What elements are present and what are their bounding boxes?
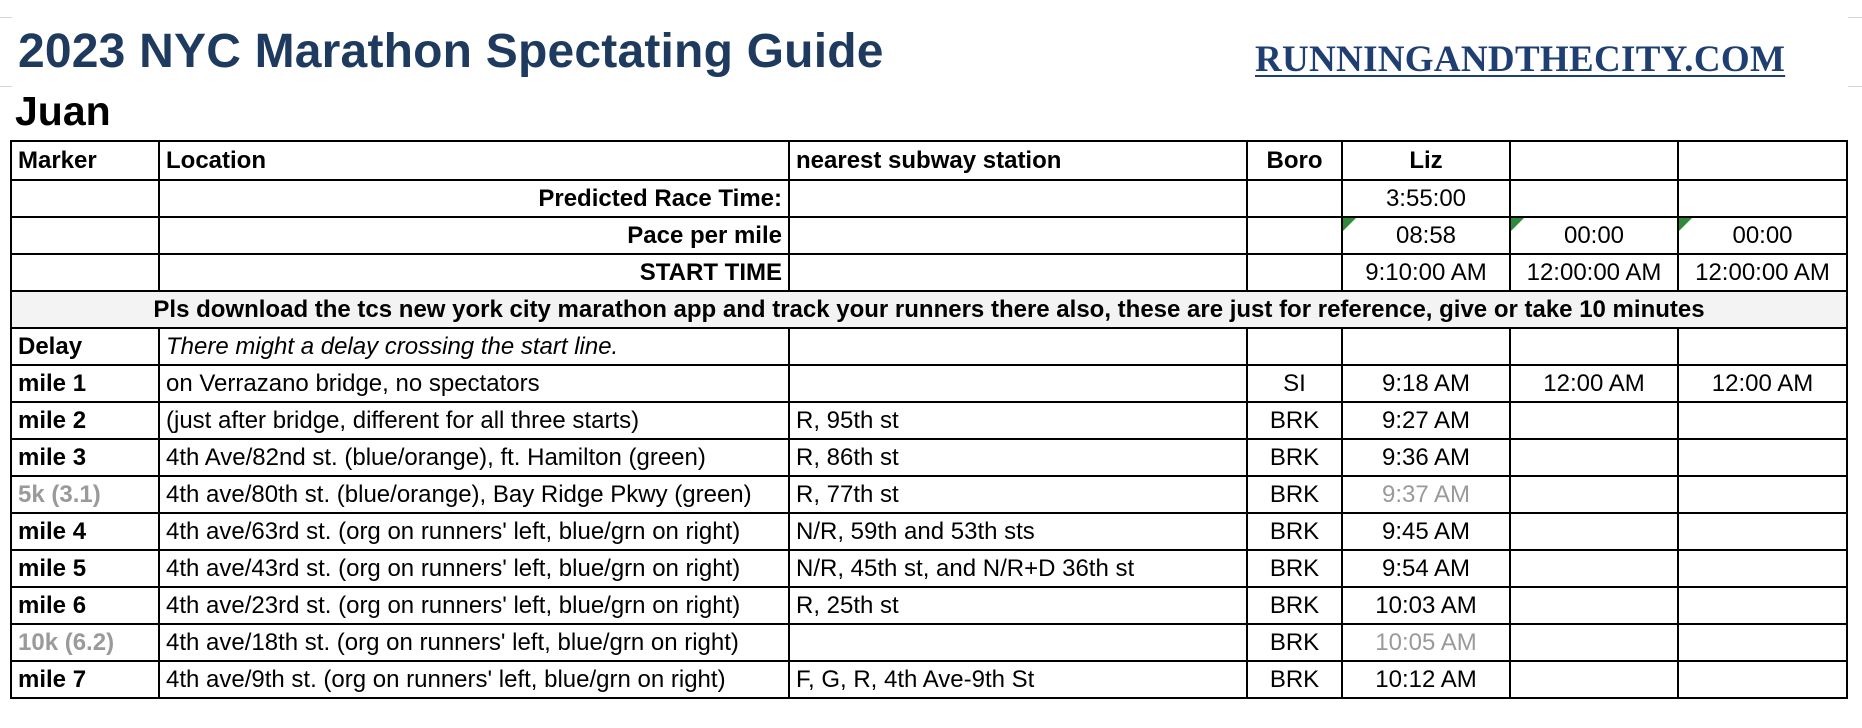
website-link[interactable]: RUNNINGANDTHECITY.COM xyxy=(1255,39,1786,80)
time-runner-2-cell[interactable] xyxy=(1510,439,1678,476)
marker-cell[interactable]: mile 6 xyxy=(11,587,159,624)
comment-indicator[interactable] xyxy=(1679,218,1692,231)
pace-value: 00:00 xyxy=(1732,221,1793,249)
start-time-runner-1[interactable]: 9:10:00 AM xyxy=(1342,254,1510,291)
time-runner-1-cell[interactable]: 10:03 AM xyxy=(1342,587,1510,624)
time-runner-2-cell[interactable] xyxy=(1510,402,1678,439)
time-runner-3-cell[interactable] xyxy=(1678,661,1847,698)
location-cell[interactable]: 4th ave/18th st. (org on runners' left, blue/grn on right) xyxy=(159,624,789,661)
pace-label[interactable]: Pace per mile xyxy=(159,217,789,254)
delay-row xyxy=(11,328,1847,365)
time-runner-1-cell[interactable]: 9:18 AM xyxy=(1342,365,1510,402)
boro-cell[interactable]: BRK xyxy=(1247,587,1342,624)
location-cell[interactable]: 4th ave/23rd st. (org on runners' left, blue/grn on right) xyxy=(159,587,789,624)
location-cell[interactable]: 4th ave/80th st. (blue/orange), Bay Ridge Pkwy (green) xyxy=(159,476,789,513)
predicted-time-runner-1[interactable]: 3:55:00 xyxy=(1342,180,1510,217)
subway-cell[interactable]: R, 25th st xyxy=(789,587,1247,624)
comment-indicator[interactable] xyxy=(1511,218,1524,231)
predicted-time-row xyxy=(11,180,1847,217)
time-runner-3-cell[interactable] xyxy=(1678,624,1847,661)
header-location[interactable]: Location xyxy=(159,141,789,180)
delay-note[interactable]: There might a delay crossing the start line. xyxy=(159,328,789,365)
predicted-time-runner-3[interactable] xyxy=(1678,180,1847,217)
subway-cell[interactable] xyxy=(789,365,1247,402)
table-cell[interactable] xyxy=(1342,328,1510,365)
subway-cell[interactable]: N/R, 59th and 53th sts xyxy=(789,513,1247,550)
notice-row xyxy=(11,291,1847,328)
table-cell[interactable] xyxy=(789,254,1247,291)
time-runner-1-cell[interactable]: 10:12 AM xyxy=(1342,661,1510,698)
mile-rows xyxy=(11,365,1847,698)
time-runner-2-cell[interactable] xyxy=(1510,550,1678,587)
location-cell[interactable]: on Verrazano bridge, no spectators xyxy=(159,365,789,402)
boro-cell[interactable]: BRK xyxy=(1247,476,1342,513)
pace-value: 08:58 xyxy=(1395,221,1457,249)
time-runner-2-cell[interactable] xyxy=(1510,513,1678,550)
header-boro[interactable]: Boro xyxy=(1247,141,1342,180)
page-title: 2023 NYC Marathon Spectating Guide xyxy=(18,25,884,78)
header-marker[interactable]: Marker xyxy=(11,141,159,180)
time-runner-3-cell[interactable] xyxy=(1678,513,1847,550)
subway-cell[interactable]: F, G, R, 4th Ave-9th St xyxy=(789,661,1247,698)
subway-cell[interactable]: R, 95th st xyxy=(789,402,1247,439)
time-runner-3-cell[interactable] xyxy=(1678,476,1847,513)
location-cell[interactable]: 4th Ave/82nd st. (blue/orange), ft. Hamilton (green) xyxy=(159,439,789,476)
spectating-table xyxy=(10,140,1848,699)
marker-cell[interactable]: 10k (6.2) xyxy=(11,624,159,661)
time-runner-3-cell[interactable] xyxy=(1678,402,1847,439)
table-row xyxy=(11,624,1847,661)
gridline xyxy=(0,86,12,87)
time-runner-3-cell[interactable] xyxy=(1678,439,1847,476)
table-cell[interactable] xyxy=(1247,254,1342,291)
time-runner-2-cell[interactable] xyxy=(1510,587,1678,624)
table-row xyxy=(11,439,1847,476)
boro-cell[interactable]: BRK xyxy=(1247,661,1342,698)
table-row xyxy=(11,476,1847,513)
time-runner-1-cell[interactable]: 9:27 AM xyxy=(1342,402,1510,439)
boro-cell[interactable]: BRK xyxy=(1247,550,1342,587)
time-runner-1-cell[interactable]: 10:05 AM xyxy=(1342,624,1510,661)
pace-runner-3[interactable] xyxy=(1678,217,1847,254)
time-runner-2-cell[interactable] xyxy=(1510,661,1678,698)
marker-cell[interactable]: mile 5 xyxy=(11,550,159,587)
pace-runner-1[interactable] xyxy=(1342,217,1510,254)
predicted-time-runner-2[interactable] xyxy=(1510,180,1678,217)
boro-cell[interactable]: SI xyxy=(1247,365,1342,402)
marker-cell[interactable]: mile 7 xyxy=(11,661,159,698)
pace-value: 00:00 xyxy=(1563,221,1625,249)
table-row xyxy=(11,587,1847,624)
subway-cell[interactable]: R, 86th st xyxy=(789,439,1247,476)
boro-cell[interactable]: BRK xyxy=(1247,513,1342,550)
marker-cell[interactable]: mile 2 xyxy=(11,402,159,439)
runner-name: Juan xyxy=(15,88,111,134)
header-runner-1[interactable]: Liz xyxy=(1342,141,1510,180)
location-cell[interactable]: 4th ave/9th st. (org on runners' left, blue/grn on right) xyxy=(159,661,789,698)
subway-cell[interactable] xyxy=(789,624,1247,661)
subway-cell[interactable]: N/R, 45th st, and N/R+D 36th st xyxy=(789,550,1247,587)
time-runner-2-cell[interactable]: 12:00 AM xyxy=(1510,365,1678,402)
start-time-row xyxy=(11,254,1847,291)
start-time-label[interactable]: START TIME xyxy=(159,254,789,291)
time-runner-3-cell[interactable]: 12:00 AM xyxy=(1678,365,1847,402)
boro-cell[interactable]: BRK xyxy=(1247,624,1342,661)
time-runner-1-cell[interactable]: 9:45 AM xyxy=(1342,513,1510,550)
time-runner-3-cell[interactable] xyxy=(1678,587,1847,624)
time-runner-1-cell[interactable]: 9:37 AM xyxy=(1342,476,1510,513)
header-subway[interactable]: nearest subway station xyxy=(789,141,1247,180)
marker-cell[interactable]: mile 3 xyxy=(11,439,159,476)
location-cell[interactable]: 4th ave/43rd st. (org on runners' left, blue/grn on right) xyxy=(159,550,789,587)
gridline xyxy=(1848,86,1862,87)
marker-cell[interactable]: 5k (3.1) xyxy=(11,476,159,513)
table-cell[interactable] xyxy=(11,180,159,217)
pace-runner-2[interactable] xyxy=(1510,217,1678,254)
notice-text[interactable]: Pls download the tcs new york city marathon app and track your runners there also, these are just for reference, give or take 10 minutes xyxy=(11,291,1847,328)
table-cell[interactable] xyxy=(11,217,159,254)
table-cell[interactable] xyxy=(1510,328,1678,365)
predicted-time-label[interactable]: Predicted Race Time: xyxy=(159,180,789,217)
table-cell[interactable] xyxy=(1247,217,1342,254)
time-runner-1-cell[interactable]: 9:36 AM xyxy=(1342,439,1510,476)
location-cell[interactable]: (just after bridge, different for all three starts) xyxy=(159,402,789,439)
time-runner-1-cell[interactable]: 9:54 AM xyxy=(1342,550,1510,587)
subway-cell[interactable]: R, 77th st xyxy=(789,476,1247,513)
gridline xyxy=(1848,17,1862,18)
location-cell[interactable]: 4th ave/63rd st. (org on runners' left, blue/grn on right) xyxy=(159,513,789,550)
delay-marker[interactable]: Delay xyxy=(11,328,159,365)
table-row xyxy=(11,513,1847,550)
time-runner-3-cell[interactable] xyxy=(1678,550,1847,587)
start-time-runner-3[interactable]: 12:00:00 AM xyxy=(1678,254,1847,291)
table-cell[interactable] xyxy=(1247,328,1342,365)
time-runner-2-cell[interactable] xyxy=(1510,476,1678,513)
time-runner-2-cell[interactable] xyxy=(1510,624,1678,661)
boro-cell[interactable]: BRK xyxy=(1247,439,1342,476)
table-row xyxy=(11,365,1847,402)
gridline xyxy=(0,17,12,18)
marker-cell[interactable]: mile 4 xyxy=(11,513,159,550)
boro-cell[interactable]: BRK xyxy=(1247,402,1342,439)
header-runner-2[interactable] xyxy=(1510,141,1678,180)
comment-indicator[interactable] xyxy=(1343,218,1356,231)
pace-row xyxy=(11,217,1847,254)
table-row xyxy=(11,661,1847,698)
table-cell[interactable] xyxy=(789,328,1247,365)
table-cell[interactable] xyxy=(1678,328,1847,365)
table-cell[interactable] xyxy=(789,217,1247,254)
table-row xyxy=(11,402,1847,439)
header-row xyxy=(11,141,1847,180)
table-cell[interactable] xyxy=(789,180,1247,217)
marker-cell[interactable]: mile 1 xyxy=(11,365,159,402)
table-cell[interactable] xyxy=(1247,180,1342,217)
table-row xyxy=(11,550,1847,587)
header-runner-3[interactable] xyxy=(1678,141,1847,180)
start-time-runner-2[interactable]: 12:00:00 AM xyxy=(1510,254,1678,291)
table-cell[interactable] xyxy=(11,254,159,291)
